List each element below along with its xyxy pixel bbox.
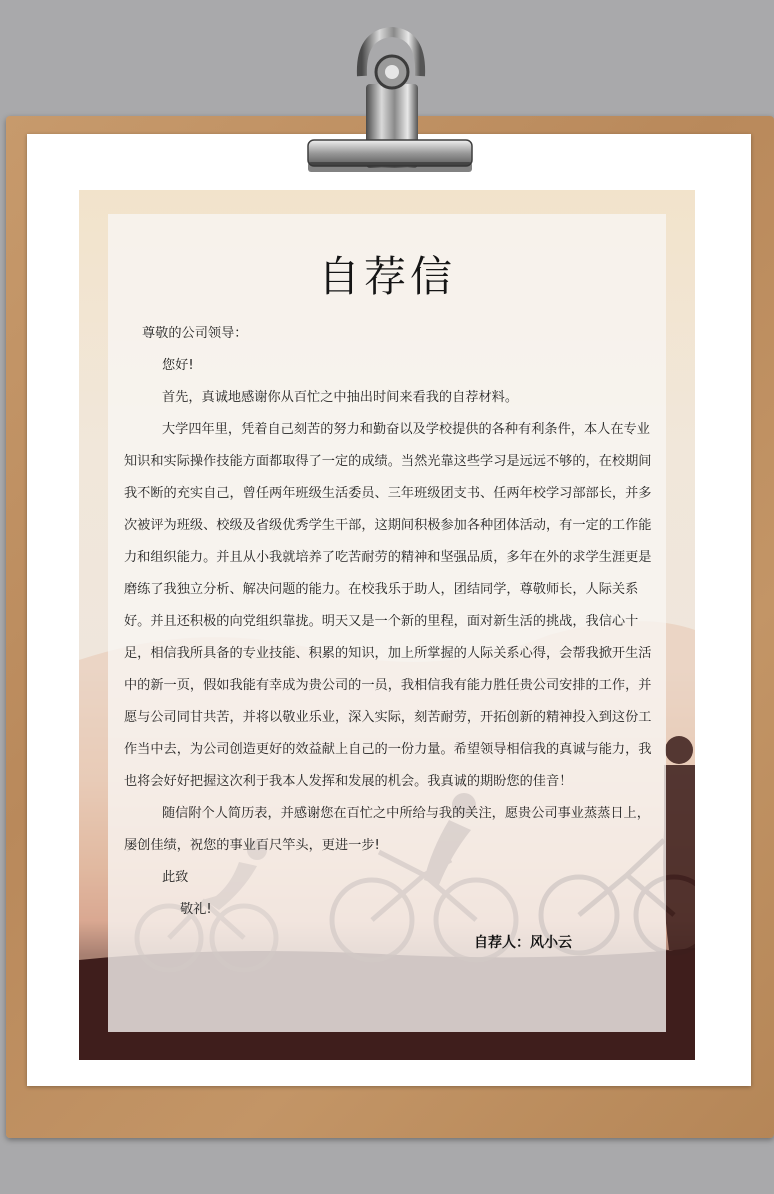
paragraph-2: 大学四年里，凭着自己刻苦的努力和勤奋以及学校提供的各种有利条件，本人在专业知识和实际操作技能方面都取得了一定的成绩。当然光靠这些学习是远远不够的，在校期间我不断的充实自己，曾任两年班级生活委员、三年班级团支书、任两年校学习部部长，并多次被评为班级、校级及省级优秀学生干部，这期间积极参加各种团体活动，有一定的工作能力和组织能力。并且从小我就培养了吃苦耐劳的精神和坚强品质，多年在外的求学生涯更是磨练了我独立分析、解决问题的能力。在校我乐于助人，团结同学，尊敬师长，人际关系好。并且还积极的向党组织靠拢。明天又是一个新的里程，面对新生活的挑战，我信心十足，相信我所具备的专业技能、积累的知识，加上所掌握的人际关系心得，会帮我掀开生活中的新一页，假如我能有幸成为贵公司的一员，我相信我有能力胜任贵公司安排的工作，并愿与公司同甘共苦，并将以敬业乐业，深入实际，刻苦耐劳，开拓创新的精神投入到这份工作当中去，为公司创造更好的效益献上自己的一份力量。希望领导相信我的真诚与能力，我也将会好好把握这次利于我本人发挥和发展的机会。我真诚的期盼您的佳音！: [124, 422, 652, 789]
signature: 自荐人：风小云: [474, 935, 572, 951]
paragraph-1: 首先，真诚地感谢你从百忙之中抽出时间来看我的自荐材料。: [162, 390, 519, 405]
greeting: 您好!: [162, 358, 194, 373]
paragraph-3: 随信附个人简历表，并感谢您在百忙之中所给与我的关注，愿贵公司事业蒸蒸日上，屡创佳绩，祝您的事业百尺竿头，更进一步!: [124, 806, 650, 853]
regards-line: 敬礼!: [180, 902, 212, 917]
page-title: 自荐信: [317, 252, 456, 301]
salutation: 尊敬的公司领导：: [142, 326, 248, 341]
letter-body: [124, 318, 654, 926]
closing-line: 此致: [162, 870, 189, 885]
binder-clip-icon: [300, 26, 476, 178]
